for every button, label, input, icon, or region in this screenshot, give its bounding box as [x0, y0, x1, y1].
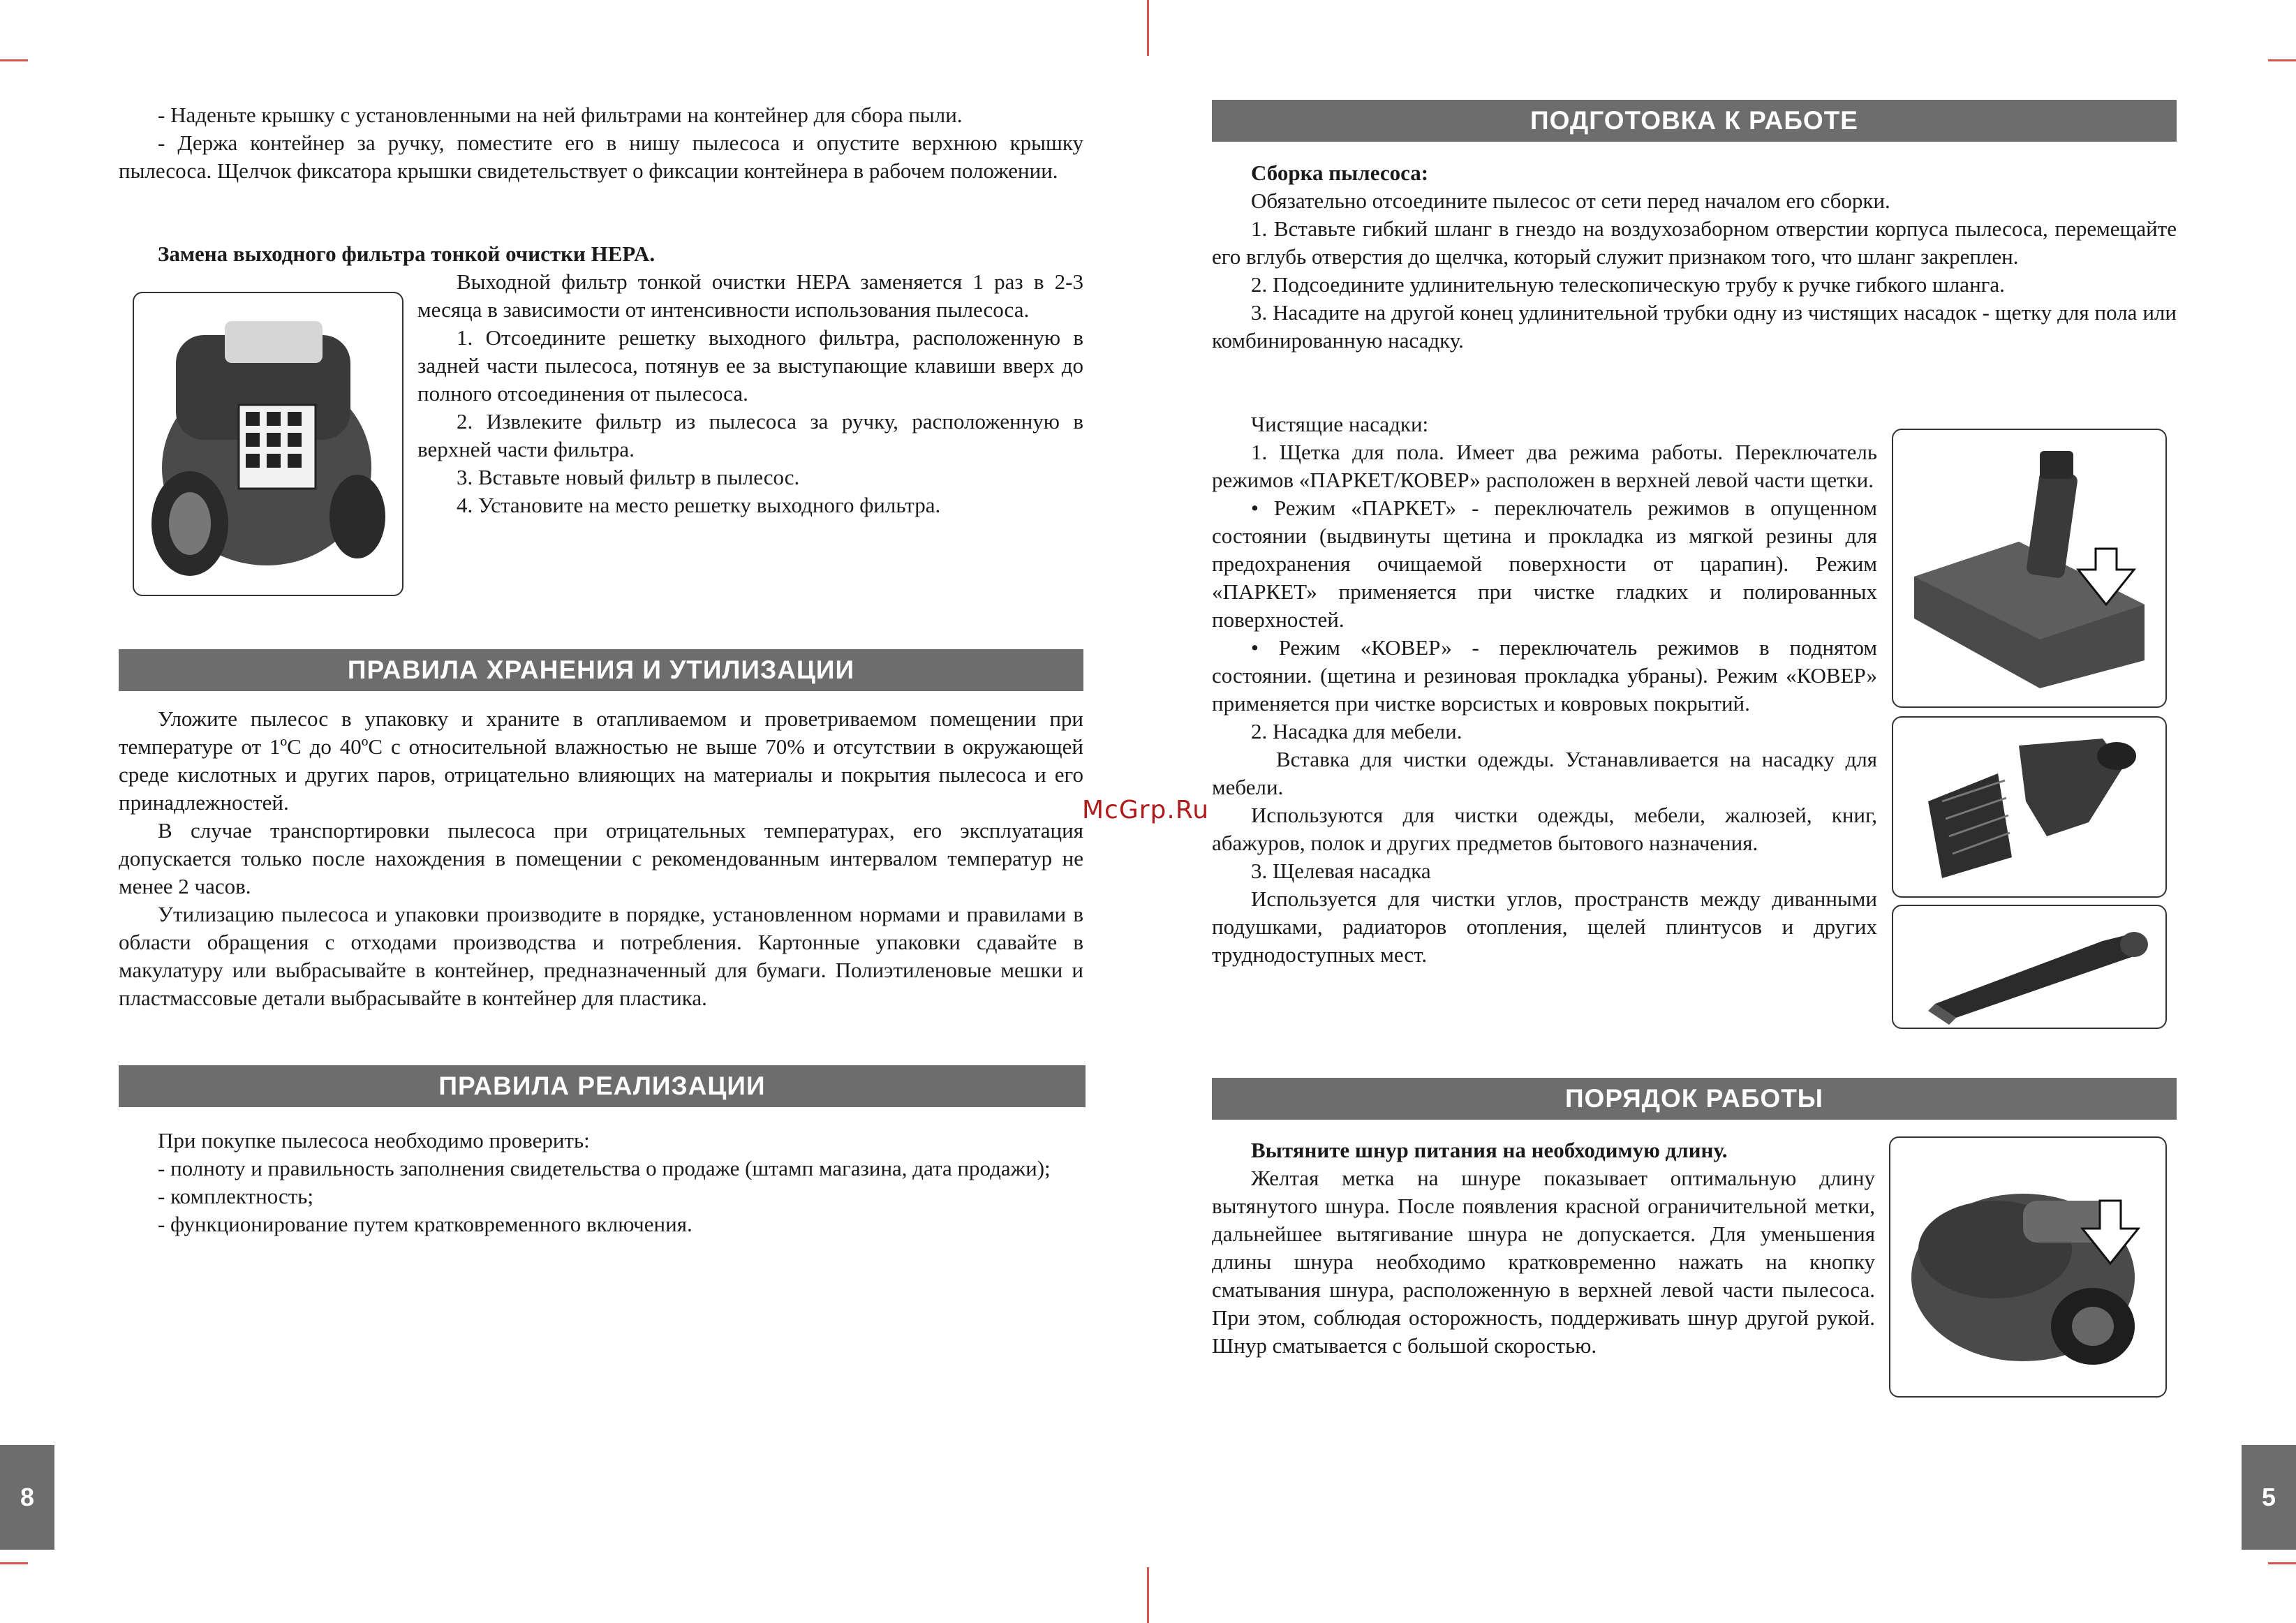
- crop-mark: [1147, 1567, 1149, 1623]
- crevice-nozzle-image: [1892, 905, 2167, 1029]
- hepa-title: Замена выходного фильтра тонкой очистки HEPA.: [158, 242, 656, 266]
- operation-title: Вытяните шнур питания на необходимую длину.: [1251, 1138, 1728, 1162]
- hepa-filter-image: [133, 292, 403, 596]
- nozzle-line: 1. Щетка для пола. Имеет два режима работы. Переключатель режимов «ПАРКЕТ/КОВЕР» расположен в верхней левой части щетки.: [1212, 440, 1877, 492]
- hepa-text: [417, 268, 1083, 519]
- hepa-step: 4. Установите на место решетку выходного фильтра.: [457, 493, 941, 517]
- sales-line: - полноту и правильность заполнения свидетельства о продаже (штамп магазина, дата продажи);: [158, 1156, 1051, 1180]
- prep-line: 1. Вставьте гибкий шланг в гнездо на воздухозаборном отверстии корпуса пылесоса, перемещайте его вглубь отверстия до щелчка, который служит признаком того, что шланг закреплен.: [1212, 216, 2177, 269]
- nozzle-line: 3. Щелевая насадка: [1251, 859, 1431, 883]
- intro-line: - Наденьте крышку с установленными на ней фильтрами на контейнер для сбора пыли.: [158, 103, 963, 127]
- storage-header: ПРАВИЛА ХРАНЕНИЯ И УТИЛИЗАЦИИ: [119, 649, 1083, 691]
- page-number-right: 5: [2242, 1445, 2296, 1550]
- crop-mark: [2268, 1562, 2296, 1564]
- left-intro: [119, 101, 1083, 185]
- sales-text: [119, 1127, 1083, 1238]
- cord-rewind-image: [1889, 1136, 2167, 1398]
- furniture-nozzle-image: [1892, 716, 2167, 898]
- nozzles-text: [1212, 410, 1877, 969]
- prep-line: Обязательно отсоедините пылесос от сети перед началом его сборки.: [1251, 188, 1890, 213]
- hepa-step: 3. Вставьте новый фильтр в пылесос.: [457, 465, 800, 489]
- operation-text: [1212, 1136, 1875, 1360]
- nozzle-line: Используется для чистки углов, пространств между диванными подушками, радиаторов отопления, щелей плинтусов и других труднодоступных мест.: [1212, 887, 1877, 967]
- vacuum-filter-illustration: [134, 293, 402, 595]
- vacuum-cord-illustration: [1890, 1138, 2165, 1396]
- sales-line: - комплектность;: [158, 1184, 314, 1208]
- storage-paragraph: Уложите пылесос в упаковку и храните в отапливаемом и проветриваемом помещении при температуре от 1ºС до 40ºС с относительной влажностью не выше 70% и отсутствии в окружающей среде кислотных и других паров, отрицательно влияющих на материалы и покрытия пылесоса и его принадлежностей.: [119, 706, 1083, 815]
- crop-mark: [0, 59, 28, 61]
- floor-brush-image: [1892, 429, 2167, 708]
- crevice-nozzle-illustration: [1893, 906, 2165, 1028]
- crop-mark: [0, 1562, 28, 1564]
- crop-mark: [2268, 59, 2296, 61]
- prep-line: 3. Насадите на другой конец удлинительной трубки одну из чистящих насадок - щетку для пола или комбинированную насадку.: [1212, 300, 2177, 353]
- nozzle-line: Вставка для чистки одежды. Устанавливается на насадку для мебели.: [1212, 747, 1877, 799]
- hepa-step: 1. Отсоедините решетку выходного фильтра, расположенную в задней части пылесоса, потянув ее за выступающие клавиши вверх до полного отсоединения от пылесоса.: [417, 325, 1083, 406]
- crop-mark: [1147, 0, 1149, 56]
- nozzle-line: • Режим «КОВЕР» - переключатель режимов в поднятом состоянии. (щетина и резиновая прокладка убраны). Режим «КОВЕР» применяется при чистке ворсистых и ковровых покрытий.: [1212, 635, 1877, 716]
- sales-line: - функционирование путем кратковременного включения.: [158, 1212, 692, 1236]
- hepa-lead: Выходной фильтр тонкой очистки HEPA заменяется 1 раз в 2-3 месяца в зависимости от интенсивности использования пылесоса.: [417, 269, 1083, 322]
- nozzle-line: • Режим «ПАРКЕТ» - переключатель режимов в опущенном состоянии (выдвинуты щетина и прокладка из мягкой резины для предохранения очищаемой поверхности от царапин). Режим «ПАРКЕТ» применяется при чистке гладких и полированных поверхностей.: [1212, 496, 1877, 632]
- page-number-left: 8: [0, 1445, 54, 1550]
- prep-title: Сборка пылесоса:: [1251, 161, 1429, 185]
- nozzles-title: Чистящие насадки:: [1251, 412, 1429, 436]
- operation-header: ПОРЯДОК РАБОТЫ: [1212, 1078, 2177, 1120]
- storage-paragraph: Утилизацию пылесоса и упаковки производите в порядке, установленном нормами и правилами в области обращения с отходами производства и потребления. Картонные упаковки сдавайте в макулатуру или выбрасывайте в контейнер, предназначенный для бумаги. Полиэтиленовые мешки и пластмассовые детали выбрасывайте в контейнер для пластика.: [119, 902, 1083, 1010]
- operation-paragraph: Желтая метка на шнуре показывает оптимальную длину вытянутого шнура. После появления красной ограничительной метки, дальнейшее вытягивание шнура не допускается. Для уменьшения длины шнура необходимо кратковременно нажать на кнопку сматывания шнура, расположенную в верхней левой части пылесоса. При этом, соблюдая осторожность, поддерживать шнур другой рукой. Шнур сматывается с большой скоростью.: [1212, 1166, 1875, 1358]
- sales-header: ПРАВИЛА РЕАЛИЗАЦИИ: [119, 1065, 1086, 1107]
- furniture-nozzle-illustration: [1893, 718, 2165, 896]
- floor-brush-illustration: [1893, 430, 2165, 706]
- watermark: McGrp.Ru: [1082, 796, 1210, 824]
- sales-line: При покупке пылесоса необходимо проверить:: [158, 1128, 590, 1153]
- storage-text: [119, 705, 1083, 1012]
- hepa-step: 2. Извлеките фильтр из пылесоса за ручку, расположенную в верхней части фильтра.: [417, 409, 1083, 461]
- prep-header: ПОДГОТОВКА К РАБОТЕ: [1212, 100, 2177, 142]
- storage-paragraph: В случае транспортировки пылесоса при отрицательных температурах, его эксплуатация допускается только после нахождения в помещении с рекомендованным интервалом температур не менее 2 часов.: [119, 818, 1083, 898]
- nozzle-line: Используются для чистки одежды, мебели, жалюзей, книг, абажуров, полок и других предметов бытового назначения.: [1212, 803, 1877, 855]
- nozzle-line: 2. Насадка для мебели.: [1251, 719, 1462, 743]
- prep-text: [1212, 159, 2177, 355]
- intro-line: - Держа контейнер за ручку, поместите его в нишу пылесоса и опустите верхнюю крышку пылесоса. Щелчок фиксатора крышки свидетельствует о фиксации контейнера в рабочем положении.: [119, 131, 1083, 183]
- prep-line: 2. Подсоедините удлинительную телескопическую трубу к ручке гибкого шланга.: [1251, 272, 2005, 297]
